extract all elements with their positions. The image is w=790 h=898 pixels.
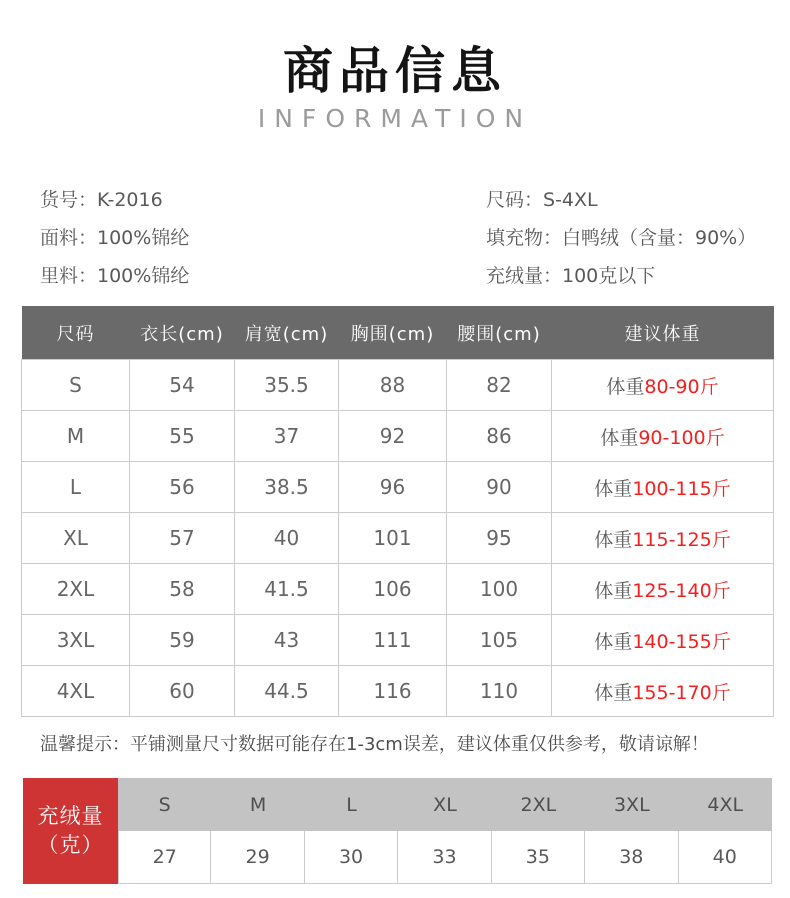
shoulder-cell: 40 (235, 513, 339, 564)
detail-line-sizes: 尺码：S-4XL (486, 189, 598, 211)
fill-size-header: 3XL (585, 778, 678, 831)
fill-value-cell: 35 (492, 831, 585, 884)
col-header-length: 衣长(cm) (130, 306, 235, 360)
size-cell: S (22, 360, 130, 411)
waist-cell: 82 (447, 360, 552, 411)
fill-size-header: M (211, 778, 304, 831)
waist-cell: 95 (447, 513, 552, 564)
waist-cell: 86 (447, 411, 552, 462)
detail-line-lining-fabric: 里料：100%锦纶 (40, 265, 190, 287)
fill-column (492, 778, 585, 884)
bust-cell: 92 (339, 411, 447, 462)
table-row (22, 360, 774, 411)
size-table-header-row (22, 306, 774, 360)
weight-cell (552, 564, 774, 615)
fill-column (305, 778, 398, 884)
table-row (22, 411, 774, 462)
col-header-suggested-weight: 建议体重 (552, 306, 774, 360)
size-cell: M (22, 411, 130, 462)
fill-weight-table (23, 778, 772, 884)
weight-cell (552, 666, 774, 717)
weight-range: 100-115斤 (632, 477, 731, 500)
size-cell: 3XL (22, 615, 130, 666)
col-header-shoulder: 肩宽(cm) (235, 306, 339, 360)
shoulder-cell: 44.5 (235, 666, 339, 717)
fill-value-cell: 33 (398, 831, 491, 884)
size-chart-table (21, 306, 774, 717)
detail-line-fill-weight: 充绒量：100克以下 (486, 265, 656, 287)
fill-column (398, 778, 491, 884)
bust-cell: 88 (339, 360, 447, 411)
size-cell: 4XL (22, 666, 130, 717)
shoulder-cell: 38.5 (235, 462, 339, 513)
fill-title-line1: 充绒量 (37, 804, 104, 828)
waist-cell: 100 (447, 564, 552, 615)
fill-value-cell: 27 (118, 831, 211, 884)
fill-size-header: S (118, 778, 211, 831)
details-left-column (40, 187, 486, 289)
weight-label: 体重 (594, 477, 633, 500)
weight-cell (552, 411, 774, 462)
length-cell: 59 (130, 615, 235, 666)
waist-cell: 110 (447, 666, 552, 717)
table-row (22, 666, 774, 717)
col-header-bust: 胸围(cm) (339, 306, 447, 360)
detail-line-shell-fabric: 面料：100%锦纶 (40, 227, 190, 249)
shoulder-cell: 37 (235, 411, 339, 462)
fill-size-header: XL (398, 778, 491, 831)
fill-table-title (23, 778, 118, 884)
fill-size-header: 4XL (679, 778, 772, 831)
col-header-size: 尺码 (22, 306, 130, 360)
weight-range: 140-155斤 (632, 630, 731, 653)
size-cell: XL (22, 513, 130, 564)
fill-size-header: L (305, 778, 398, 831)
bust-cell: 101 (339, 513, 447, 564)
size-cell: 2XL (22, 564, 130, 615)
shoulder-cell: 43 (235, 615, 339, 666)
weight-range: 155-170斤 (632, 681, 731, 704)
length-cell: 56 (130, 462, 235, 513)
weight-cell (552, 360, 774, 411)
page-subtitle: INFORMATION (257, 104, 533, 133)
bust-cell: 106 (339, 564, 447, 615)
length-cell: 58 (130, 564, 235, 615)
fill-value-cell: 29 (211, 831, 304, 884)
fill-table-grid (118, 778, 772, 884)
fill-value-cell: 40 (679, 831, 772, 884)
col-header-waist: 腰围(cm) (447, 306, 552, 360)
fill-title-line2: （克） (37, 833, 104, 857)
length-cell: 57 (130, 513, 235, 564)
weight-cell (552, 462, 774, 513)
weight-range: 125-140斤 (632, 579, 731, 602)
fill-value-cell: 38 (585, 831, 678, 884)
weight-label: 体重 (594, 579, 633, 602)
weight-label: 体重 (600, 426, 639, 449)
weight-cell (552, 513, 774, 564)
detail-line-filling: 填充物：白鸭绒（含量：90%） (486, 227, 757, 249)
shoulder-cell: 35.5 (235, 360, 339, 411)
bust-cell: 116 (339, 666, 447, 717)
length-cell: 55 (130, 411, 235, 462)
weight-label: 体重 (594, 681, 633, 704)
weight-range: 90-100斤 (638, 426, 725, 449)
table-row (22, 615, 774, 666)
size-cell: L (22, 462, 130, 513)
weight-label: 体重 (594, 630, 633, 653)
weight-label: 体重 (594, 528, 633, 551)
waist-cell: 90 (447, 462, 552, 513)
fill-column (585, 778, 678, 884)
fill-column (118, 778, 211, 884)
page-title: 商品信息 (283, 42, 507, 100)
weight-range: 80-90斤 (644, 375, 719, 398)
shoulder-cell: 41.5 (235, 564, 339, 615)
fill-column (679, 778, 772, 884)
fill-value-cell: 30 (305, 831, 398, 884)
table-row (22, 564, 774, 615)
tip-text: 温馨提示：平铺测量尺寸数据可能存在1-3cm误差，建议体重仅供参考，敬请谅解！ (40, 734, 709, 755)
waist-cell: 105 (447, 615, 552, 666)
bust-cell: 96 (339, 462, 447, 513)
fill-column (211, 778, 304, 884)
product-details (40, 187, 790, 289)
details-right-column (486, 187, 756, 289)
length-cell: 54 (130, 360, 235, 411)
weight-cell (552, 615, 774, 666)
fill-size-header: 2XL (492, 778, 585, 831)
table-row (22, 462, 774, 513)
weight-range: 115-125斤 (632, 528, 731, 551)
bust-cell: 111 (339, 615, 447, 666)
detail-line-item-no: 货号：K-2016 (40, 189, 163, 211)
title-block (0, 0, 790, 131)
table-row (22, 513, 774, 564)
weight-label: 体重 (606, 375, 645, 398)
length-cell: 60 (130, 666, 235, 717)
